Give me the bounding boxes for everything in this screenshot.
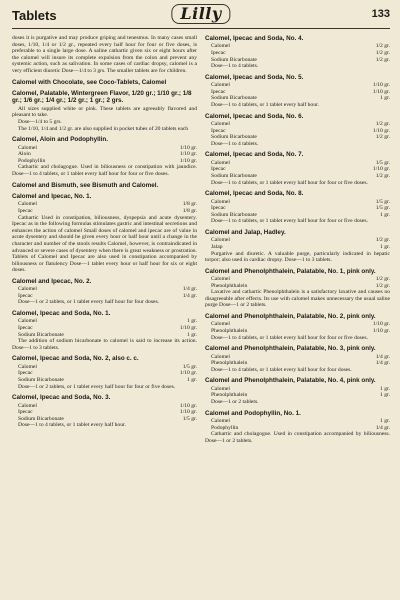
- ingredient-dose: 1 gr.: [187, 377, 197, 384]
- entry-text: Dose—1 to 4 tablets, or 1 tablet every half hour.: [211, 101, 319, 108]
- ingredient-dose: 1/10 gr.: [179, 370, 197, 377]
- entry: [12, 310, 197, 351]
- ingredient-name: Ipecac: [211, 50, 226, 56]
- ingredient-dose: 1/10 gr.: [179, 325, 197, 332]
- ingredient-dose: 1 gr.: [187, 331, 197, 338]
- ingredient-line: [18, 409, 197, 416]
- ingredient-name: Calomel: [211, 198, 230, 205]
- entry: [205, 190, 390, 225]
- entry-title: Calomel and Phenolphthalein, Palatable, No. 4, pink only.: [205, 377, 376, 385]
- ingredient-name: Sodium Bicarbonate: [211, 211, 257, 218]
- ingredient-line: [211, 199, 390, 206]
- ingredient-name: Calomel: [18, 402, 37, 409]
- entry-title: Calomel and Phenolphthalein, Palatable, No. 2, pink only.: [205, 313, 376, 321]
- entry-text: Dose—1 to 4 tablets, or 1 tablet every half hour for four or five doses.: [211, 334, 368, 341]
- ingredient-name: Calomel: [211, 159, 230, 166]
- entry: [205, 151, 390, 186]
- entry-text: The addition of sodium bicarbonate to calomel is said to increase its action. Dose—1 to 3 tablets.: [12, 338, 197, 351]
- ingredient-dose: 1/10 gr.: [372, 127, 390, 134]
- ingredient-dose: 1/10 gr.: [179, 151, 197, 158]
- ingredient-name: Calomel: [18, 286, 37, 293]
- entry-title: Calomel and Ipecac, No. 2.: [12, 277, 92, 285]
- right-column: [205, 35, 390, 448]
- ingredient-dose: 1/10 gr.: [179, 402, 197, 409]
- entry-text: All sizes supplied white or pink. These tablets are agreeably flavored and pleasant to take.: [12, 105, 197, 119]
- ingredient-line: [211, 160, 390, 167]
- ingredient-dose: 1 gr.: [380, 392, 390, 399]
- ingredient-dose: 1 gr.: [380, 95, 390, 102]
- ingredient-dose: 1 gr.: [187, 318, 197, 325]
- ingredient-name: Aloin: [18, 151, 31, 158]
- ingredient-dose: 1/10 gr.: [372, 88, 390, 95]
- entry-text: Dose—1/4 to 5 grs.: [18, 118, 62, 125]
- ingredient-dose: 1/10 gr.: [372, 166, 390, 173]
- ingredient-name: Sodium Bicarbonate: [18, 377, 64, 384]
- ingredient-name: Calomel: [211, 120, 230, 127]
- entry-text: Dose—1 or 2 tablets.: [211, 399, 259, 406]
- entry-text: Purgative and diuretic. A valuable purge, particularly indicated in hepatic torpor; also used in cardiac dropsy. Dose—1 to 3 tablets.: [205, 250, 390, 264]
- entry-title: Calomel and Jalap, Hadley.: [205, 228, 286, 236]
- ingredient-line: [211, 205, 390, 212]
- ingredient-line: [211, 418, 390, 425]
- ingredient-name: Calomel: [18, 201, 37, 208]
- ingredient-name: Calomel: [18, 318, 37, 325]
- ingredient-dose: 1/2 gr.: [375, 43, 390, 50]
- ingredient-dose: 1 gr.: [380, 385, 390, 392]
- ingredient-name: Calomel: [211, 43, 230, 50]
- entry: [205, 229, 390, 264]
- entry-title: Calomel and Phenolphthalein, Palatable, No. 1, pink only.: [205, 267, 376, 275]
- entry-text: Dose—1 to 4 tablets, or 1 tablet every half hour.: [18, 422, 126, 429]
- entry-title: Calomel, Ipecac and Soda, No. 7.: [205, 151, 304, 159]
- page-header: [12, 6, 390, 29]
- ingredient-name: Calomel: [211, 385, 230, 392]
- entry: [12, 355, 197, 390]
- ingredient-name: Calomel: [211, 321, 230, 328]
- entry-title: Calomel with Chocolate, see Coco-Tablets, Calomel: [12, 78, 167, 86]
- ingredient-name: Calomel: [18, 144, 37, 151]
- ingredient-line: [211, 95, 390, 102]
- entry-text: doses it is purgative and may produce griping and tenesmus. In many cases small doses, 1/10, 1/4 or 1/2 gr., repeated every half hour for four or five doses, is preferable to a single large dose. A saline cathartic given six or eight hours after the calomel will insure its complete expulsion from the colon and prevent any systemic action, such as salivation. In some cases of cardiac dropsy, calomel is a very efficient diuretic Dose—1/4 to 3 grs. The smaller tablets are for children.: [12, 35, 197, 74]
- entry-title: Calomel and Podophyllin, No. 1.: [205, 409, 301, 417]
- ingredient-line: [211, 134, 390, 141]
- entry-text: Cathartic Used in constipation, biliousness, dyspepsia and acute dysentery. Ipecac as in the following formulas stimulates gastric and intestinal secretions and enhances the action of calomel Small doses of calomel and ipecac are of value in acute dysentery and should be given every hour or half hour until a change in the character and number of the stools results Calomel, however, is contraindicated in advanced or severe cases of dysentery when there is great weakness or prostration. Tablets of Calomel and Ipecac are also used in constipation accompanied by biliousness or flatulency Dose—1 tablet every hour or half hour for six or eight doses.: [12, 214, 197, 274]
- ingredient-name: Podophyllin: [211, 424, 239, 431]
- ingredient-dose: 1/5 gr.: [182, 363, 197, 370]
- ingredient-name: Ipecac: [18, 325, 33, 332]
- ingredient-line: [211, 392, 390, 399]
- entry: [12, 90, 197, 132]
- columns: [12, 35, 390, 448]
- lilly-logo: Lilly: [171, 4, 230, 24]
- ingredient-line: [18, 208, 197, 215]
- ingredient-dose: 1/5 gr.: [375, 198, 390, 205]
- ingredient-name: Ipecac: [18, 370, 33, 377]
- ingredient-dose: 1/4 gr.: [375, 360, 390, 367]
- section-title: Tablets: [12, 8, 57, 23]
- ingredient-line: [18, 403, 197, 410]
- ingredient-line: [211, 166, 390, 173]
- ingredient-line: [18, 318, 197, 325]
- ingredient-line: [211, 360, 390, 367]
- ingredient-line: [18, 145, 197, 152]
- entry: [205, 345, 390, 373]
- ingredient-name: Ipecac: [211, 205, 226, 212]
- ingredient-name: Calomel: [18, 363, 37, 370]
- entry-text: Dose—1 to 4 tablets.: [211, 63, 259, 70]
- entry: [12, 278, 197, 306]
- left-column: [12, 35, 197, 448]
- ingredient-dose: 1/2 gr.: [375, 282, 390, 289]
- page-number: 133: [371, 8, 390, 20]
- ingredient-dose: 1/10 gr.: [179, 144, 197, 151]
- ingredient-line: [18, 370, 197, 377]
- ingredient-name: Phenolphthalein: [211, 328, 248, 335]
- ingredient-dose: 1/5 gr.: [375, 159, 390, 166]
- ingredient-name: Ipecac: [18, 292, 33, 299]
- entry-text: Dose—1 to 4 tablets, or 1 tablet every half hour for four or five doses.: [211, 179, 368, 186]
- entry: [12, 136, 197, 177]
- ingredient-line: [211, 276, 390, 283]
- ingredient-line: [211, 57, 390, 64]
- entry: [205, 35, 390, 70]
- entry-text: Cathartic and cholagogue. Used in constipation accompanied by biliousness. Dose—1 or 2 tablets.: [205, 431, 390, 444]
- entry-text: The 1/10, 1/4 and 1/2 gr. are also supplied in pocket tubes of 20 tablets each: [18, 125, 189, 132]
- ingredient-name: Ipecac: [211, 166, 226, 173]
- ingredient-line: [211, 425, 390, 432]
- entry: [12, 394, 197, 429]
- ingredient-line: [211, 50, 390, 57]
- ingredient-line: [211, 354, 390, 361]
- entry: [205, 410, 390, 445]
- ingredient-line: [211, 121, 390, 128]
- ingredient-name: Jalap: [211, 243, 223, 250]
- entry: [205, 113, 390, 148]
- ingredient-line: [211, 173, 390, 180]
- entry-text: Laxative and cathartic Phenolphthalein is a satisfactory laxative and causes no disagreeable after effects. Its use with calomel makes unnecessary the usual saline purge Dose—1 or 2 tablets.: [205, 289, 390, 309]
- ingredient-dose: 1 gr.: [380, 418, 390, 425]
- ingredient-name: Phenolphthalein: [211, 360, 248, 367]
- entry: [205, 377, 390, 405]
- ingredient-dose: 1/8 gr.: [182, 207, 197, 214]
- entry: [12, 193, 197, 274]
- ingredient-dose: 1/10 gr.: [372, 82, 390, 89]
- entry-text: Cathartic and cholagogue. Used in biliousness or constipation with jaundice. Dose—1 to 4 tablets, or 1 tablet every half hour for four or five doses.: [12, 164, 197, 177]
- entry: [205, 313, 390, 341]
- entry: [12, 35, 197, 75]
- ingredient-dose: 1 gr.: [380, 211, 390, 218]
- ingredient-dose: 1/4 gr.: [182, 286, 197, 293]
- ingredient-name: Calomel: [211, 237, 230, 244]
- ingredient-line: [211, 43, 390, 50]
- entry-title: Calomel and Bismuth, see Bismuth and Calomel.: [12, 181, 159, 189]
- ingredient-line: [211, 386, 390, 393]
- ingredient-dose: 1/2 gr.: [375, 134, 390, 141]
- ingredient-line: [18, 158, 197, 165]
- ingredient-dose: 1/2 gr.: [375, 56, 390, 63]
- ingredient-name: Calomel: [211, 82, 230, 89]
- entry-title: Calomel and Ipecac, No. 1.: [12, 192, 92, 200]
- ingredient-dose: 1/2 gr.: [375, 120, 390, 127]
- entry-text: Dose—1 to 4 tablets.: [211, 140, 259, 147]
- entry-text: Dose—1 to 4 tablets, or 1 tablet every half hour for four doses.: [211, 366, 352, 373]
- ingredient-line: [211, 321, 390, 328]
- entry-title: Calomel, Ipecac and Soda, No. 4.: [205, 35, 304, 42]
- ingredient-line: [18, 325, 197, 332]
- ingredient-line: [211, 89, 390, 96]
- entry: [205, 268, 390, 309]
- ingredient-dose: 1/4 gr.: [375, 424, 390, 431]
- ingredient-line: [211, 328, 390, 335]
- ingredient-dose: 1/4 gr.: [375, 353, 390, 360]
- ingredient-line: [211, 237, 390, 244]
- entry: [12, 79, 197, 86]
- ingredient-line: [211, 128, 390, 135]
- ingredient-dose: 1/8 gr.: [182, 201, 197, 208]
- ingredient-name: Sodium Bicarbonate: [211, 56, 257, 63]
- ingredient-dose: 1 gr.: [380, 243, 390, 250]
- entry-title: Calomel, Ipecac and Soda, No. 1.: [12, 310, 111, 318]
- entry-title: Calomel, Ipecac and Soda, No. 8.: [205, 190, 304, 198]
- ingredient-dose: 1/2 gr.: [375, 172, 390, 179]
- ingredient-dose: 1/10 gr.: [179, 157, 197, 164]
- ingredient-name: Ipecac: [18, 207, 33, 214]
- ingredient-dose: 1/10 gr.: [372, 321, 390, 328]
- ingredient-name: Sodium Bicarbonate: [18, 415, 64, 422]
- ingredient-dose: 1/4 gr.: [182, 292, 197, 299]
- ingredient-line: [18, 364, 197, 371]
- entry-title: Calomel, Palatable, Wintergreen Flavor, 1/20 gr.; 1/10 gr.; 1/8 gr.; 1/6 gr.; 1/4 gr.; 1/2 gr.; 1 gr.; 2 grs.: [12, 89, 192, 105]
- entry-title: Calomel, Ipecac and Soda, No. 6.: [205, 112, 304, 120]
- ingredient-dose: 1/2 gr.: [375, 276, 390, 283]
- ingredient-name: Sodium Bicarbonate: [18, 331, 64, 338]
- ingredient-name: Sodium Bicarbonate: [211, 95, 257, 102]
- ingredient-name: Sodium Bicarbonate: [211, 134, 257, 141]
- entry-text: Dose—1 or 2 tablets, or 1 tablet every half hour for four doses.: [18, 299, 160, 306]
- entry-text: Dose—1 or 2 tablets, or 1 tablet every half hour for four or five doses.: [18, 383, 176, 390]
- ingredient-name: Sodium Bicarbonate: [211, 172, 257, 179]
- entry: [205, 74, 390, 109]
- entry-title: Calomel, Ipecac and Soda, No. 2, also c. c.: [12, 355, 139, 363]
- ingredient-line: [211, 82, 390, 89]
- ingredient-name: Calomel: [211, 276, 230, 283]
- entry: [12, 182, 197, 189]
- ingredient-name: Phenolphthalein: [211, 282, 248, 289]
- ingredient-dose: 1/2 gr.: [375, 50, 390, 56]
- ingredient-dose: 1/5 gr.: [375, 205, 390, 212]
- entry-text: Dose—1 to 4 tablets, or 1 tablet every half hour for four or five doses.: [211, 218, 368, 225]
- ingredient-name: Podophyllin: [18, 157, 46, 164]
- entry-title: Calomel, Ipecac and Soda, No. 3.: [12, 394, 111, 402]
- ingredient-name: Ipecac: [211, 127, 226, 134]
- ingredient-line: [18, 201, 197, 208]
- ingredient-line: [18, 377, 197, 384]
- ingredient-name: Calomel: [211, 418, 230, 425]
- ingredient-dose: 1/5 gr.: [182, 415, 197, 422]
- entry-title: Calomel and Phenolphthalein, Palatable, No. 3, pink only.: [205, 345, 376, 353]
- ingredient-name: Ipecac: [18, 409, 33, 416]
- ingredient-name: Calomel: [211, 353, 230, 360]
- entry-title: Calomel, Aloin and Podophyllin.: [12, 136, 108, 144]
- ingredient-dose: 1/10 gr.: [179, 409, 197, 416]
- ingredient-name: Phenolphthalein: [211, 392, 248, 399]
- entry-title: Calomel, Ipecac and Soda, No. 5.: [205, 73, 304, 81]
- ingredient-line: [18, 151, 197, 158]
- ingredient-name: Ipecac: [211, 88, 226, 95]
- ingredient-dose: 1/10 gr.: [372, 328, 390, 335]
- ingredient-line: [211, 244, 390, 251]
- ingredient-dose: 1/2 gr.: [375, 237, 390, 244]
- ingredient-line: [18, 286, 197, 293]
